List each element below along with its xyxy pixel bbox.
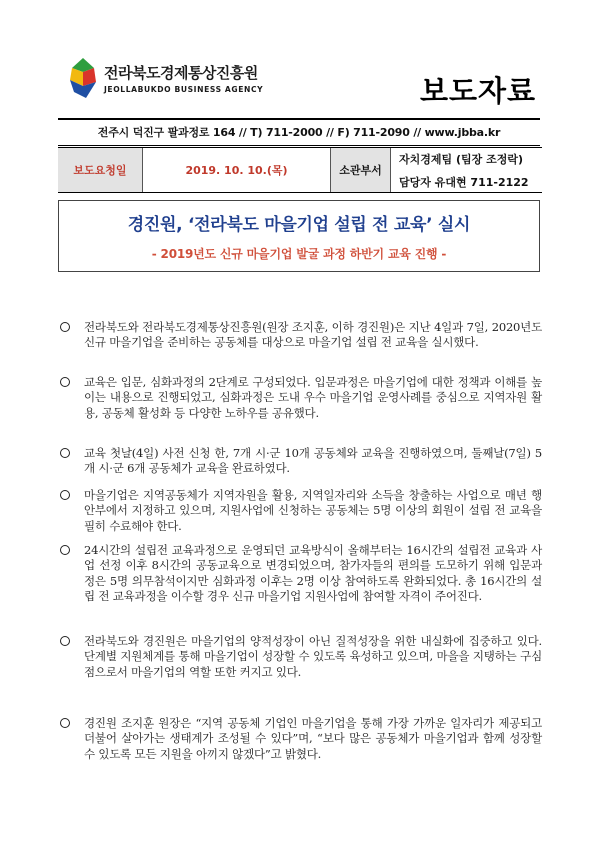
- request-date-value: 2019. 10. 10.(목): [143, 148, 331, 192]
- body-paragraph: [60, 716, 542, 762]
- circle-bullet-icon: [60, 448, 70, 458]
- department-contact: 담당자 유대현 711-2122: [399, 175, 529, 189]
- release-info-table: [58, 147, 542, 193]
- circle-bullet-icon: [60, 322, 70, 332]
- paragraph-text: 24시간의 설립전 교육과정으로 운영되던 교육방식이 올해부터는 16시간의 설립전 교육과 사업 선정 이후 8시간의 공동교육으로 변경되었으며, 참가자들의 편의를 도모하기 위해 입문과정은 5명 의무참석이지만 심화과정 이후는 2명 이상 참여하도록 완화되었다. 총 16시간의 설립 전 교육과정을 이수할 경우 신규 마을기업 지원사업에 참여할 자격이 주어진다.: [84, 543, 542, 603]
- agency-name-korean: 전라북도경제통상진흥원: [104, 64, 258, 82]
- paragraph-text: 마을기업은 지역공동체가 지역자원을 활용, 지역일자리와 소득을 창출하는 사업으로 매년 행안부에서 지정하고 있으며, 지원사업에 신청하는 공동체는 5명 이상의 회원이 설립 전 교육을 필히 수료해야 한다.: [84, 488, 542, 533]
- headline-title: 경진원, ‘전라북도 마을기업 설립 전 교육’ 실시: [127, 215, 471, 235]
- paragraph-text: 전라북도와 경진원은 마을기업의 양적성장이 아닌 질적성장을 위한 내실화에 집중하고 있다. 단계별 지원체계를 통해 마을기업이 성장할 수 있도록 육성하고 있으며, 마을을 지탱하는 구심점으로서 마을기업의 역할 또한 커지고 있다.: [84, 634, 542, 679]
- paragraph-text: 전라북도와 전라북도경제통상진흥원(원장 조지훈, 이하 경진원)은 지난 4일과 7일, 2020년도 신규 마을기업을 준비하는 공동체를 대상으로 마을기업 설립 전 교육을 실시했다.: [84, 320, 542, 350]
- body-paragraph: [60, 320, 542, 351]
- agency-logo-mark-icon: [66, 56, 100, 100]
- department-label: 소관부서: [331, 148, 391, 192]
- contact-bar: 전주시 덕진구 팔과정로 164 // T) 711-2000 // F) 711-2090 // www.jbba.kr: [58, 118, 540, 146]
- headline-box: [58, 200, 540, 272]
- agency-name-english: JEOLLABUKDO BUSINESS AGENCY: [104, 85, 264, 94]
- paragraph-text: 경진원 조지훈 원장은 “지역 공동체 기업인 마을기업을 통해 가장 가까운 일자리가 제공되고 더불어 살아가는 생태계가 조성될 수 있다”며, “보다 많은 공동체가 마을기업과 함께 성장할 수 있도록 모든 지원을 아끼지 않겠다”고 밝혔다.: [84, 716, 542, 761]
- body-paragraph: [60, 488, 542, 534]
- circle-bullet-icon: [60, 636, 70, 646]
- circle-bullet-icon: [60, 545, 70, 555]
- body-paragraph: [60, 446, 542, 477]
- circle-bullet-icon: [60, 377, 70, 387]
- department-value: [391, 148, 542, 192]
- circle-bullet-icon: [60, 490, 70, 500]
- agency-logo: [66, 56, 266, 110]
- circle-bullet-icon: [60, 718, 70, 728]
- body-paragraph: [60, 375, 542, 421]
- department-team: 자치경제팀 (팀장 조정락): [399, 152, 523, 166]
- press-release-title: 보도자료: [419, 74, 536, 108]
- paragraph-text: 교육은 입문, 심화과정의 2단계로 구성되었다. 입문과정은 마을기업에 대한 정책과 이해를 높이는 내용으로 진행되었고, 심화과정은 도내 우수 마을기업 운영사례를 중심으로 지역자원 활용, 공동체 활성화 등 다양한 노하우를 공유했다.: [84, 375, 542, 420]
- request-date-label: 보도요청일: [58, 148, 143, 192]
- body-paragraph: [60, 634, 542, 680]
- headline-subtitle: - 2019년도 신규 마을기업 발굴 과정 하반기 교육 진행 -: [151, 247, 447, 261]
- paragraph-text: 교육 첫날(4일) 사전 신청 한, 7개 시·군 10개 공동체와 교육을 진행하였으며, 둘째날(7일) 5개 시·군 6개 공동체가 교육을 완료하였다.: [84, 446, 542, 476]
- body-paragraph: [60, 543, 542, 604]
